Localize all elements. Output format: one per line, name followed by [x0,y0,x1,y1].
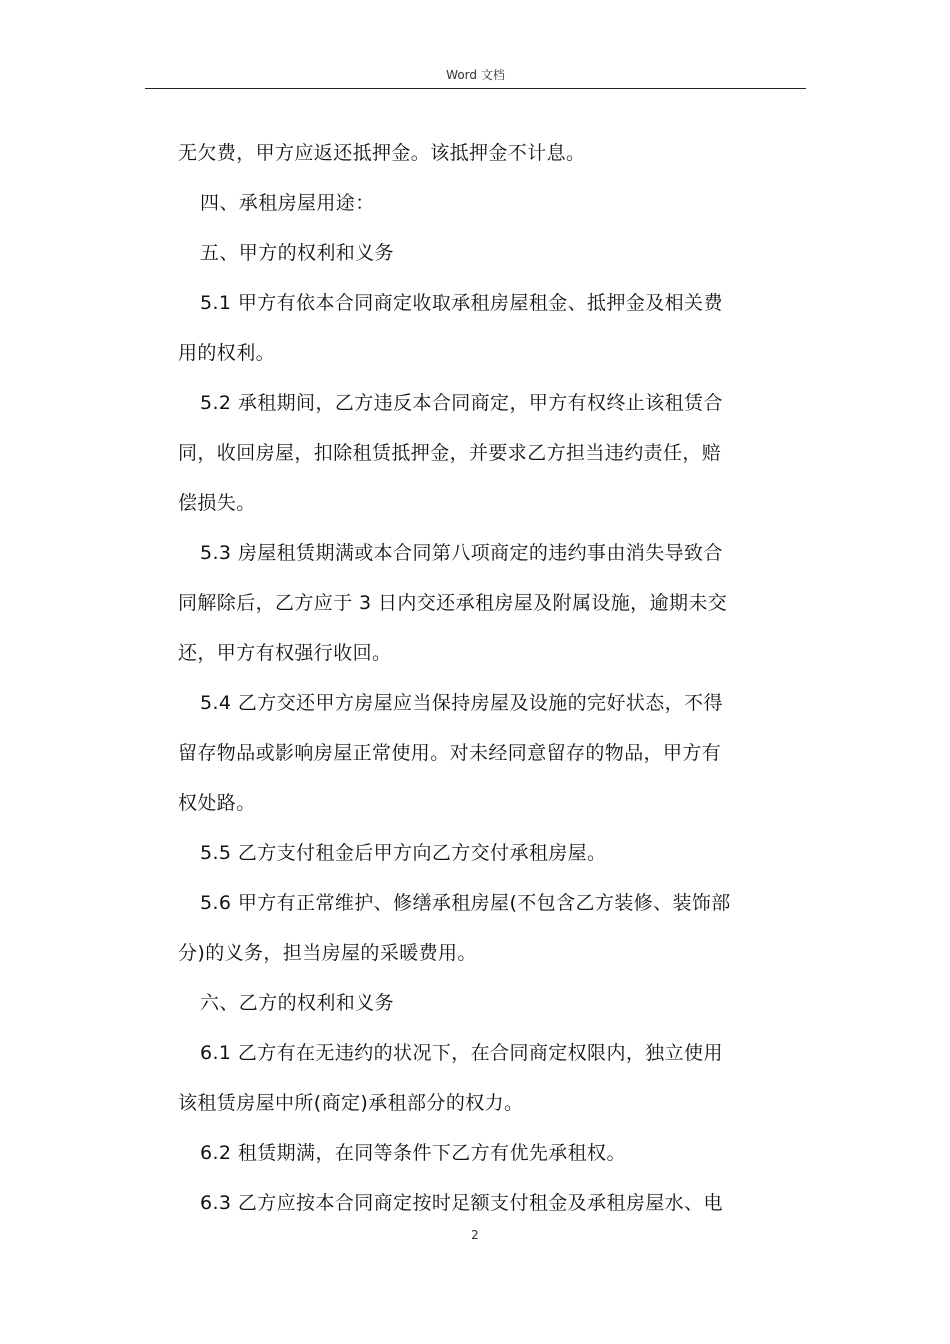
text-line: 六、乙方的权利和义务 [200,992,395,1014]
text-line: 6.1 乙方有在无违约的状况下，在合同商定权限内，独立使用 [200,1042,723,1064]
text-line: 该租赁房屋中所(商定)承租部分的权力。 [178,1092,524,1114]
text-line: 留存物品或影响房屋正常使用。对未经同意留存的物品，甲方有 [178,742,722,764]
page-header [145,66,806,89]
text-line: 分)的义务，担当房屋的采暖费用。 [178,942,477,964]
text-line: 5.3 房屋租赁期满或本合同第八项商定的违约事由消失导致合 [200,542,723,564]
text-line: 偿损失。 [178,492,256,514]
text-line: 6.3 乙方应按本合同商定按时足额支付租金及承租房屋水、电 [200,1192,723,1214]
text-line: 五、甲方的权利和义务 [200,242,395,264]
text-line: 6.2 租赁期满，在同等条件下乙方有优先承租权。 [200,1142,626,1164]
text-line: 无欠费，甲方应返还抵押金。该抵押金不计息。 [178,142,586,164]
text-line: 用的权利。 [178,342,276,364]
document-body [178,128,808,1228]
text-line: 权处路。 [178,792,256,814]
text-line: 5.1 甲方有依本合同商定收取承租房屋租金、抵押金及相关费 [200,292,723,314]
text-line: 5.6 甲方有正常维护、修缮承租房屋(不包含乙方装修、装饰部 [200,892,731,914]
header-title: Word 文档 [446,68,505,82]
text-line: 5.4 乙方交还甲方房屋应当保持房屋及设施的完好状态，不得 [200,692,723,714]
text-line: 同，收回房屋，扣除租赁抵押金，并要求乙方担当违约责任，赔 [178,442,722,464]
text-line: 同解除后，乙方应于 3 日内交还承租房屋及附属设施，逾期未交 [178,592,728,614]
text-line: 四、承租房屋用途： [200,192,375,214]
text-line: 5.5 乙方支付租金后甲方向乙方交付承租房屋。 [200,842,607,864]
page-number: 2 [471,1228,479,1242]
text-line: 5.2 承租期间，乙方违反本合同商定，甲方有权终止该租赁合 [200,392,723,414]
text-line: 还，甲方有权强行收回。 [178,642,392,664]
page-footer [0,1228,950,1242]
